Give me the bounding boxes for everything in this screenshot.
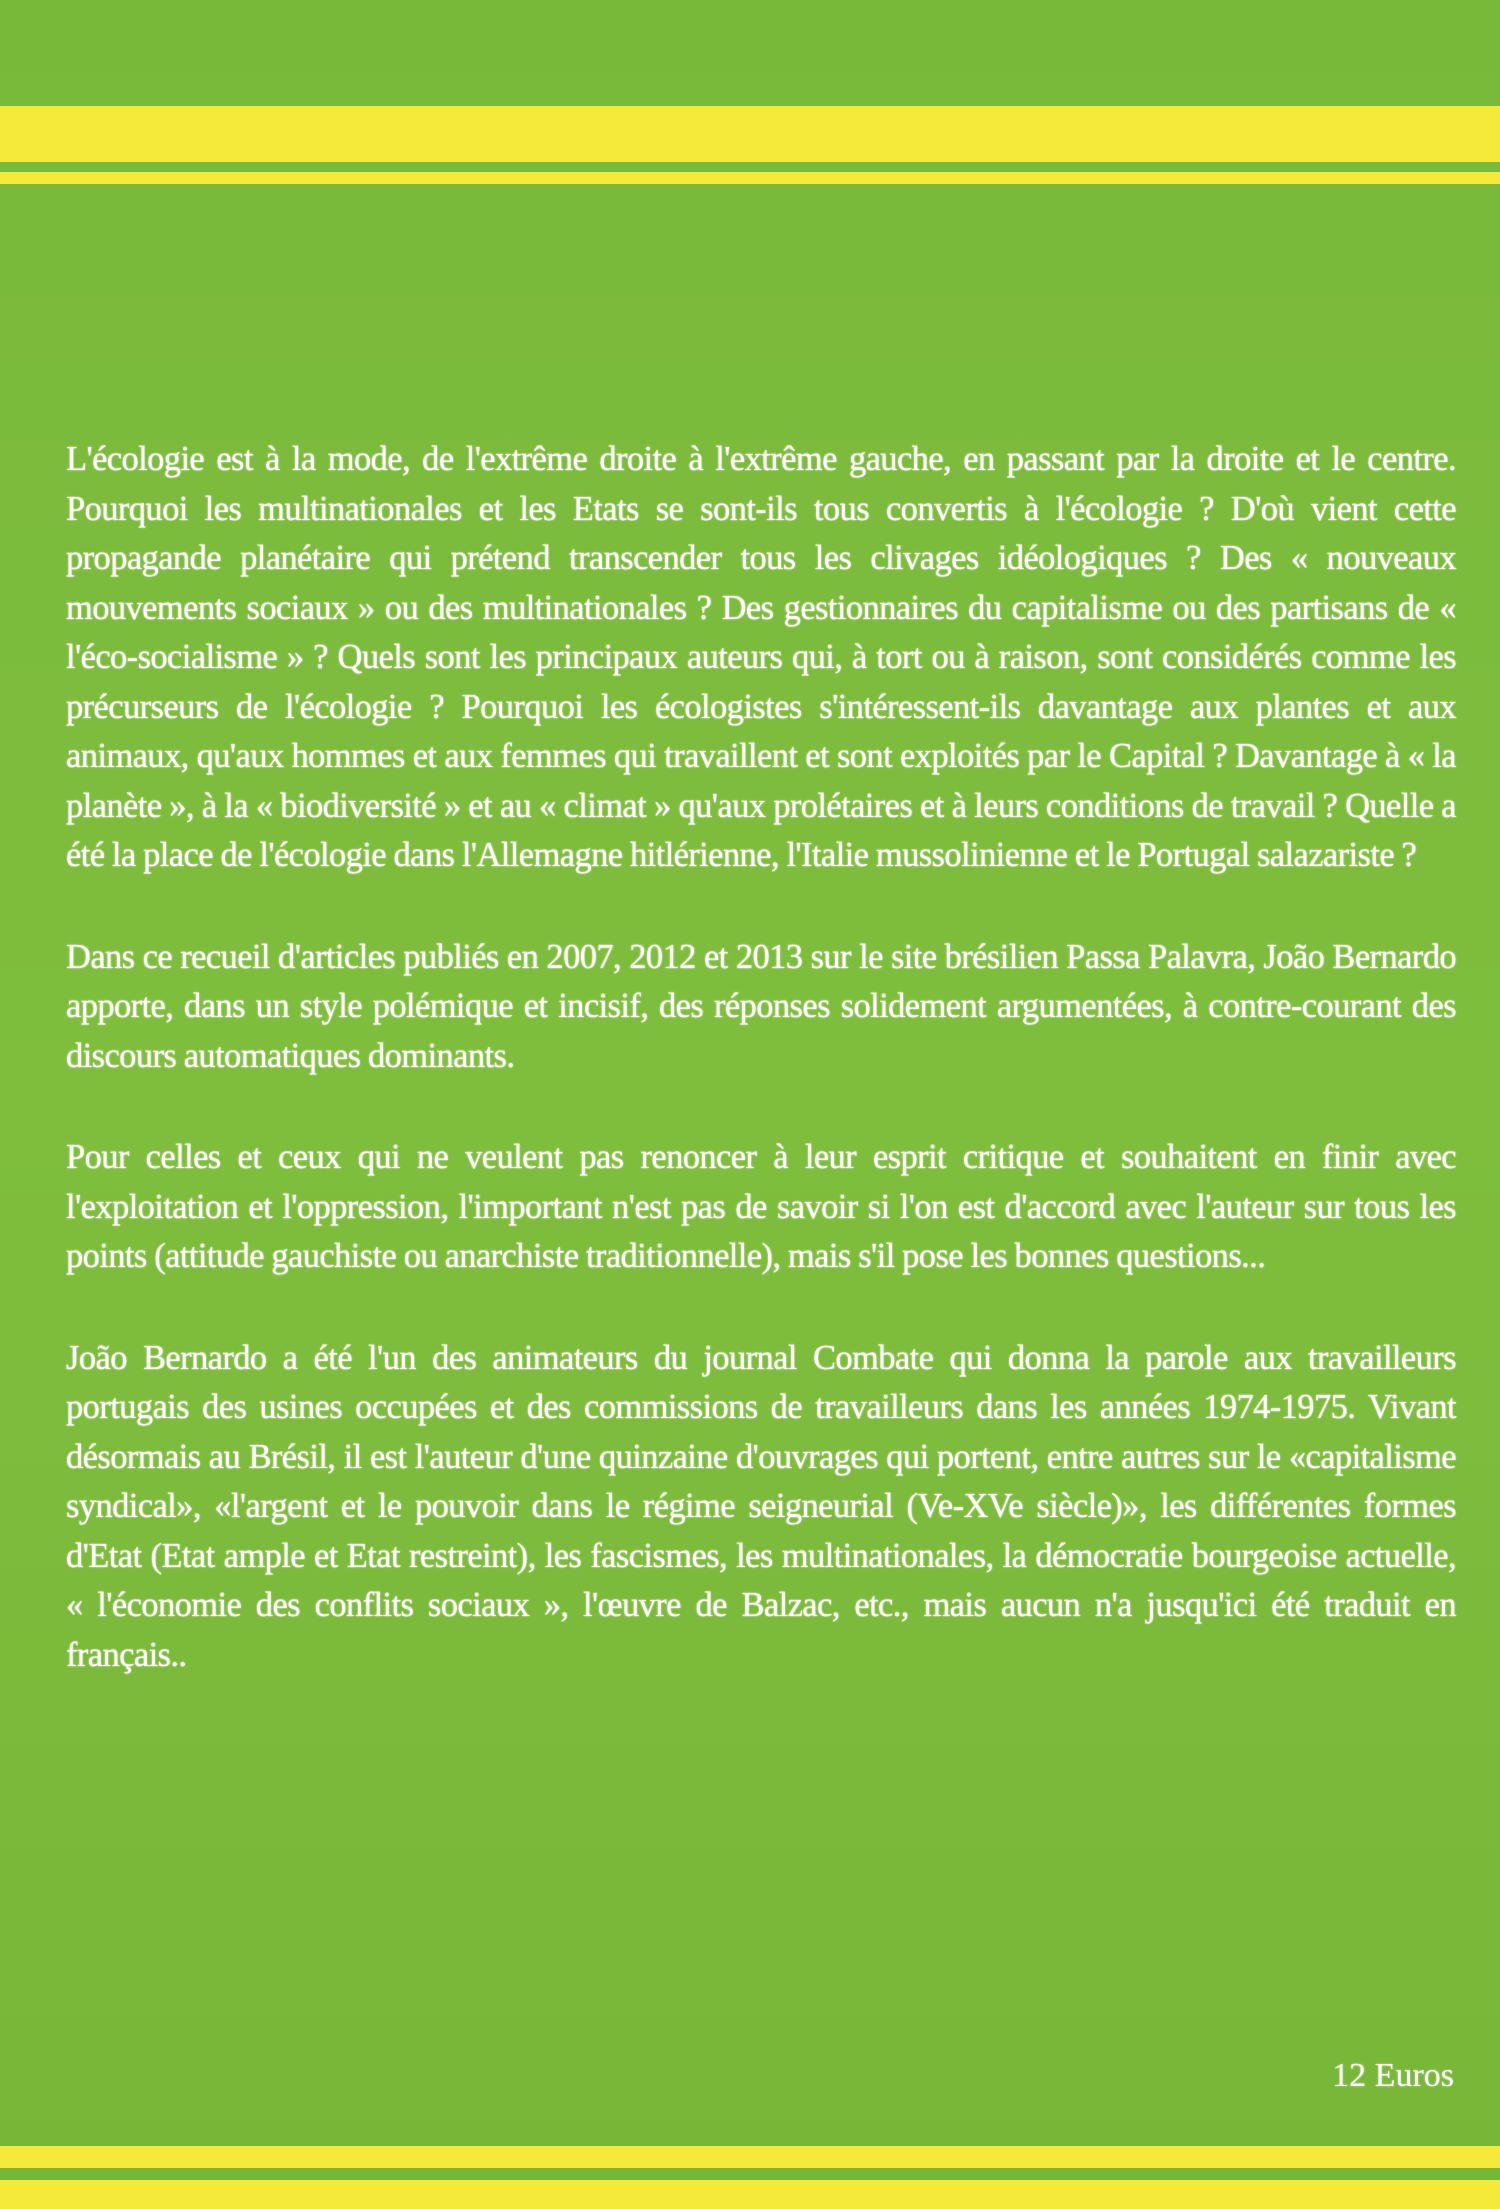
blurb-paragraph-1: L'écologie est à la mode, de l'extrême droite à l'extrême gauche, en passant par la droite et le centre. Pourquoi les multinationales et les Etats se sont-ils tous convertis à l'écologie ? D'où vient cette propagande planétaire qui prétend transcender tous les clivages idéologiques ? Des « nouveaux mouvements sociaux » ou des multinationales ? Des gestionnaires du capitalisme ou des partisans de « l'éco-socialisme » ? Quels sont les principaux auteurs qui, à tort ou à raison, sont considérés comme les précurseurs de l'écologie ? Pourquoi les écologistes s'intéressent-ils davantage aux plantes et aux animaux, qu'aux hommes et aux femmes qui travaillent et sont exploités par le Capital ? Davantage à « la planète », à la « biodiversité » et au « climat » qu'aux prolétaires et à leurs conditions de travail ? Quelle a été la place de l'écologie dans l'Allemagne hitlérienne, l'Italie mussolinienne et le Portugal salazariste ? bbox=[66, 440, 1456, 874]
price-label: 12 Euros bbox=[1332, 2057, 1454, 2094]
top-stripe-thick bbox=[0, 106, 1500, 162]
top-stripe-thin bbox=[0, 172, 1500, 184]
blurb-paragraph-4: João Bernardo a été l'un des animateurs du journal Combate qui donna la parole aux travailleurs portugais des usines occupées et des commissions de travailleurs dans les années 1974-1975. Vivant désormais au Brésil, il est l'auteur d'une quinzaine d'ouvrages qui portent, entre autres sur le «capitalisme syndical», «l'argent et le pouvoir dans le régime seigneurial (Ve-XVe siècle)», les différentes formes d'Etat (Etat ample et Etat restreint), les fascismes, les multinationales, la démocratie bourgeoise actuelle, « l'économie des conflits sociaux », l'œuvre de Balzac, etc., mais aucun n'a jusqu'ici été traduit en français.. bbox=[66, 1338, 1456, 1674]
blurb-paragraph-3: Pour celles et ceux qui ne veulent pas renoncer à leur esprit critique et souhaitent en finir avec l'exploitation et l'oppression, l'important n'est pas de savoir si l'on est d'accord avec l'auteur sur tous les points (attitude gauchiste ou anarchiste traditionnelle), mais s'il pose les bonnes questions... bbox=[66, 1138, 1456, 1275]
bottom-stripe-thin bbox=[0, 2146, 1500, 2168]
bottom-stripe-thick bbox=[0, 2180, 1500, 2209]
blurb-paragraph-2: Dans ce recueil d'articles publiés en 2007, 2012 et 2013 sur le site brésilien Passa Palavra, João Bernardo apporte, dans un style polémique et incisif, des réponses solidement argumentées, à contre-courant des discours automatiques dominants. bbox=[66, 937, 1456, 1075]
blurb-text bbox=[66, 435, 1456, 1680]
